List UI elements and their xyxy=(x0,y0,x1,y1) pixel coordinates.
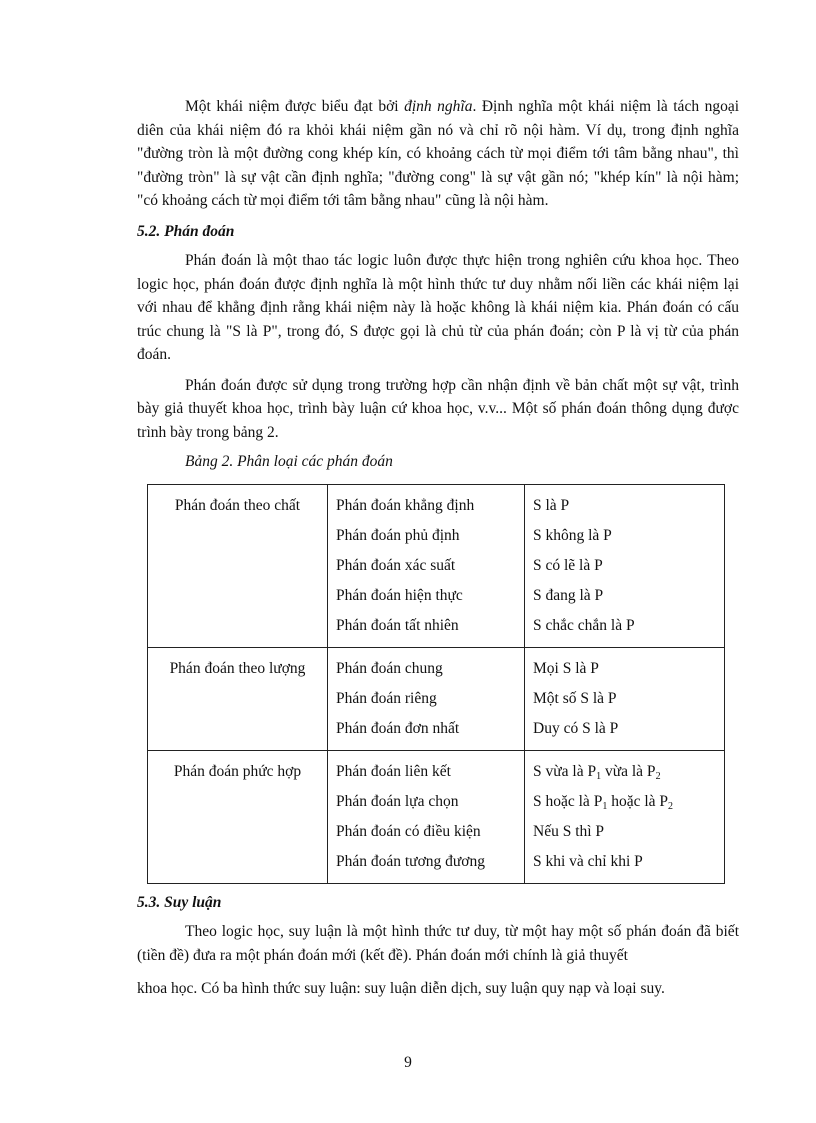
category-cell: Phán đoán phức hợp xyxy=(148,750,328,883)
heading-5-3: 5.3. Suy luận xyxy=(137,893,222,911)
table-row xyxy=(148,647,725,750)
table-row xyxy=(148,484,725,647)
type-cell: Phán đoán liên kết Phán đoán lựa chọn Phán đoán có điều kiện Phán đoán tương đương xyxy=(328,750,525,883)
heading-5-2: 5.2. Phán đoán xyxy=(137,222,235,240)
table-row xyxy=(148,750,725,883)
form-disjunctive: S hoặc là $P_1$ hoặc là $P_2$ xyxy=(533,792,674,812)
type-cell: Phán đoán chung Phán đoán riêng Phán đoán đơn nhất xyxy=(328,647,525,750)
category-cell: Phán đoán theo chất xyxy=(148,484,328,647)
judgement-classification-table xyxy=(147,484,725,884)
paragraph-inference-forms: khoa học. Có ba hình thức suy luận: suy luận diễn dịch, suy luận quy nạp và loại suy. xyxy=(137,980,665,997)
document-page xyxy=(137,95,739,1001)
term-definition: định nghĩa xyxy=(404,98,473,115)
type-cell: Phán đoán khẳng định Phán đoán phủ định Phán đoán xác suất Phán đoán hiện thực Phán đoán tất nhiên xyxy=(328,484,525,647)
table-caption: Bảng 2. Phân loại các phán đoán xyxy=(185,453,393,470)
paragraph-concept-definition: Một khái niệm được biểu đạt bởi định nghĩa. Định nghĩa một khái niệm là tách ngoại diên của khái niệm đó ra khỏi khái niệm gần nó và chỉ rõ nội hàm. Ví dụ, trong định nghĩa "đường tròn là một đường cong khép kín, có khoảng cách từ mọi điểm tới tâm bằng nhau", thì "đường tròn" là sự vật cần định nghĩa; "đường cong" là sự vật gần nó; "khép kín" là nội hàm; "có khoảng cách từ mọi điểm tới tâm bằng nhau" cũng là nội hàm. xyxy=(137,98,740,209)
paragraph-inference-intro: Theo logic học, suy luận là một hình thức tư duy, từ một hay một số phán đoán đã biết (tiền đề) đưa ra một phán đoán mới (kết đề). Phán đoán mới chính là giả thuyết xyxy=(137,923,739,964)
form-cell: S là P S không là P S có lẽ là P S đang là P S chắc chắn là P xyxy=(525,484,725,647)
paragraph-judgement-intro: Phán đoán là một thao tác logic luôn được thực hiện trong nghiên cứu khoa học. Theo logic học, phán đoán được định nghĩa là một hình thức tư duy nhằm nối liền các khái niệm lại với nhau để khẳng định rằng khái niệm này là hoặc không là khái niệm kia. Phán đoán có cấu trúc chung là "S là P", trong đó, S được gọi là chủ từ của phán đoán; còn P là vị từ của phán đoán. xyxy=(137,252,739,363)
page-number: 9 xyxy=(404,1054,412,1071)
form-cell: S vừa là $P_1$ vừa là $P_2$ S hoặc là $P_1$ hoặc là $P_2$ Nếu S thì P S khi và chỉ khi P xyxy=(525,750,725,883)
category-cell: Phán đoán theo lượng xyxy=(148,647,328,750)
paragraph-judgement-usage: Phán đoán được sử dụng trong trường hợp cần nhận định về bản chất một sự vật, trình bày giả thuyết khoa học, trình bày luận cứ khoa học, v.v... Một số phán đoán thông dụng được trình bày trong bảng 2. xyxy=(137,376,739,441)
form-cell: Mọi S là P Một số S là P Duy có S là P xyxy=(525,647,725,750)
form-conjunctive: S vừa là $P_1$ vừa là $P_2$ xyxy=(533,762,661,782)
